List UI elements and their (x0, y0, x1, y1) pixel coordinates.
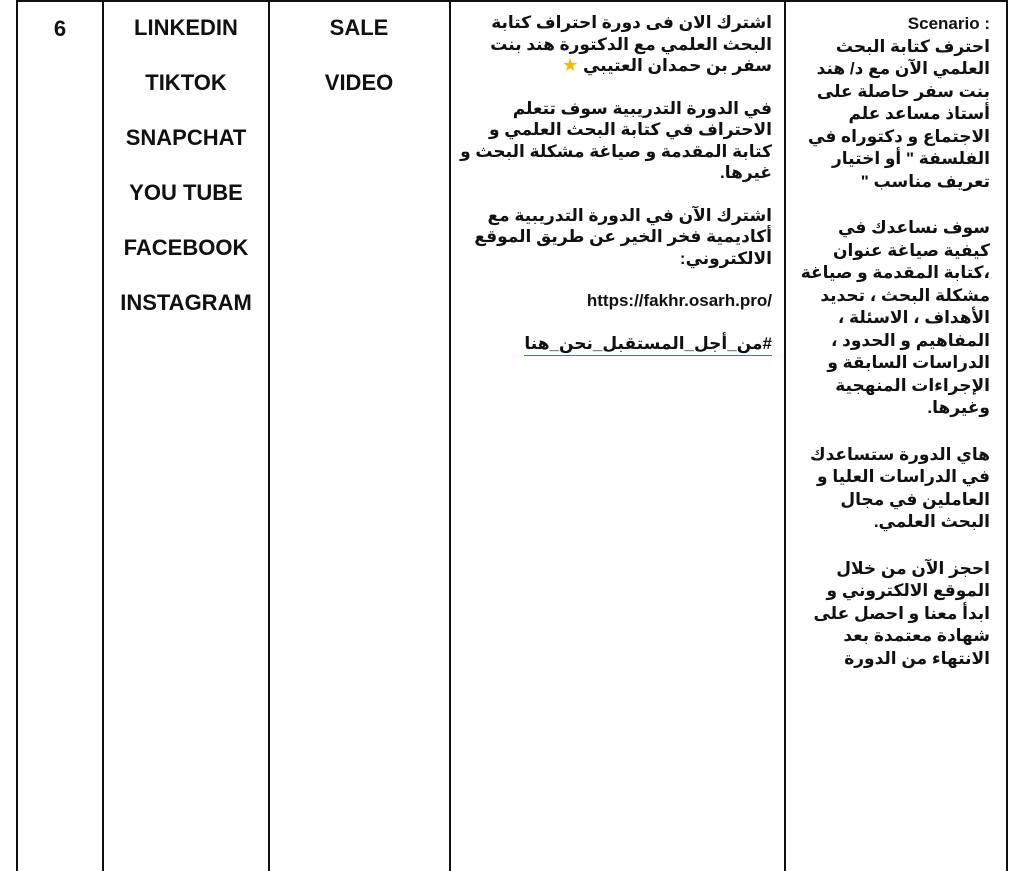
post-content-cell (452, 0, 782, 871)
content-paragraph (460, 12, 772, 77)
platform-item: YOU TUBE (129, 180, 243, 205)
scenario-paragraph: احجز الآن من خلال الموقع الالكتروني و ابدأ معنا و احصل على شهادة معتمدة بعد الانتهاء من الدورة (813, 558, 990, 668)
platforms-cell (104, 0, 268, 871)
scenario-heading: Scenario : (907, 14, 990, 33)
content-paragraph: في الدورة التدريبية سوف تتعلم الاحتراف في كتابة البحث العلمي و كتابة المقدمة و صياغة مشكلة البحث و غيرها. (460, 98, 772, 182)
content-paragraph: اشترك الآن في الدورة التدريبية مع أكاديمية فخر الخير عن طريق الموقع الالكتروني: (474, 205, 772, 268)
content-type-cell (270, 0, 448, 871)
content-type-item: VIDEO (324, 70, 394, 95)
star-icon: ★ (562, 55, 579, 75)
platform-item: FACEBOOK (123, 235, 249, 260)
platform-item: TIKTOK (145, 70, 227, 95)
platform-item: LINKEDIN (134, 15, 238, 40)
scenario-paragraph: سوف نساعدك في كيفية صياغة عنوان ،كتابة المقدمة و صياغة مشكلة البحث ، تحديد الأهداف ، الاسئلة ، المفاهيم و الحدود ، الدراسات السابقة و الإجراءات المنهجية وغيرها. (800, 218, 990, 417)
hashtag[interactable]: #من_أجل_المستقبل_نحن_هنا (524, 333, 772, 357)
content-type-list (270, 16, 448, 126)
scenario-paragraph: احترف كتابة البحث العلمي الآن مع د/ هند بنت سفر حاصلة على أستاذ مساعد علم الاجتماع و دكتوراه في الفلسفة " أو اختيار تعريف مناسب " (808, 36, 990, 191)
website-link[interactable]: https://fakhr.osarh.pro/ (586, 291, 772, 310)
row-number: 6 (53, 16, 67, 41)
scenario-cell (786, 0, 1006, 871)
hashtag-line (460, 333, 772, 357)
content-type-item: SALE (329, 15, 389, 40)
column-divider (449, 0, 451, 871)
platform-list (104, 16, 268, 346)
scenario-paragraph: هاي الدورة ستساعدك في الدراسات العليا و العاملين في مجال البحث العلمي. (810, 444, 990, 531)
row-number-cell (18, 0, 102, 871)
platform-item: INSTAGRAM (120, 290, 252, 315)
platform-item: SNAPCHAT (125, 125, 247, 150)
content-text: اشترك الان فى دورة احتراف كتابة البحث العلمي مع الدكتورة هند بنت سفر بن حمدان العتيبي (490, 13, 772, 75)
